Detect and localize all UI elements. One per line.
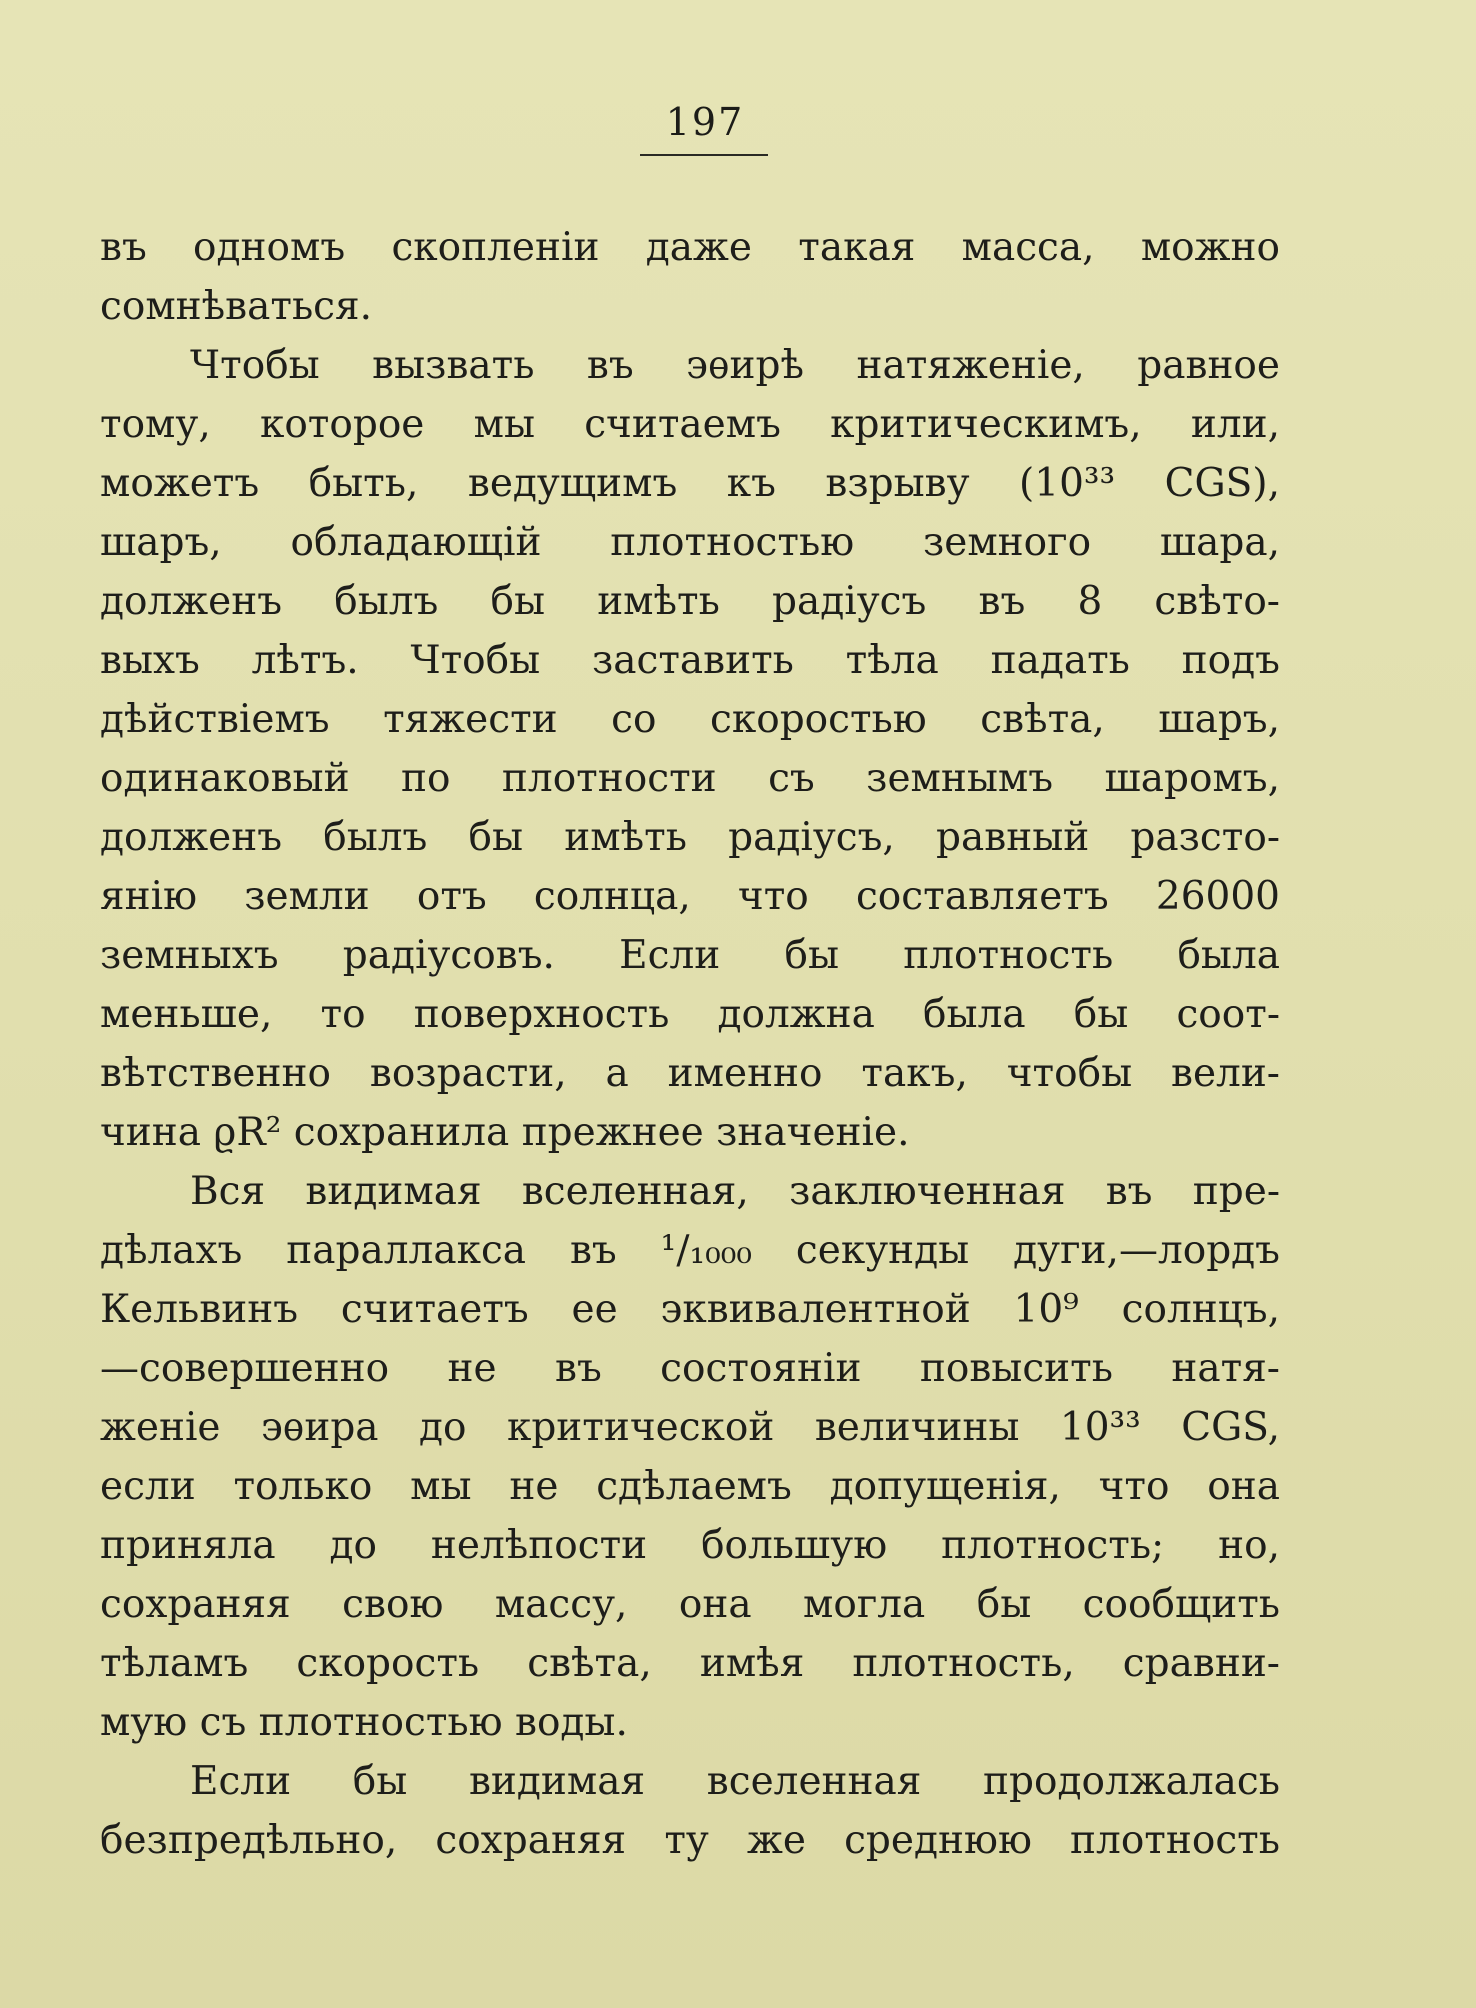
text-line: дѣйствіемъ тяжести со скоростью свѣта, шаръ, xyxy=(100,697,1280,742)
text-line: можетъ быть, ведущимъ къ взрыву (10³³ CGS), xyxy=(100,461,1280,506)
text-line: выхъ лѣтъ. Чтобы заставить тѣла падать подъ xyxy=(100,638,1280,683)
text-line: если только мы не сдѣлаемъ допущенія, что она xyxy=(100,1464,1280,1509)
text-line: —совершенно не въ состояніи повысить натя- xyxy=(100,1346,1280,1391)
text-line: Если бы видимая вселенная продолжалась xyxy=(190,1759,1280,1804)
text-line: сомнѣваться. xyxy=(100,284,373,329)
text-line: одинаковый по плотности съ земнымъ шаромъ, xyxy=(100,756,1280,801)
text-line: Вся видимая вселенная, заключенная въ пре- xyxy=(190,1169,1280,1214)
text-line: сохраняя свою массу, она могла бы сообщить xyxy=(100,1582,1280,1627)
text-line: въ одномъ скопленіи даже такая масса, можно xyxy=(100,225,1280,270)
text-line: тому, которое мы считаемъ критическимъ, или, xyxy=(100,402,1280,447)
body-text xyxy=(100,218,1280,1870)
text-line: долженъ былъ бы имѣть радіусъ, равный разсто- xyxy=(100,815,1280,860)
text-line: Чтобы вызвать въ эѳирѣ натяженіе, равное xyxy=(190,343,1280,388)
text-line: мую съ плотностью воды. xyxy=(100,1700,628,1745)
text-line: земныхъ радіусовъ. Если бы плотность была xyxy=(100,933,1280,978)
text-line: меньше, то поверхность должна была бы соот- xyxy=(100,992,1280,1037)
text-line: вѣтственно возрасти, а именно такъ, чтобы вели- xyxy=(100,1051,1280,1096)
text-line: шаръ, обладающій плотностью земного шара, xyxy=(100,520,1280,565)
text-line: приняла до нелѣпости большую плотность; но, xyxy=(100,1523,1280,1568)
text-line: долженъ былъ бы имѣть радіусъ въ 8 свѣто- xyxy=(100,579,1280,624)
text-line: дѣлахъ параллакса въ ¹/₁₀₀₀ секунды дуги,—лордъ xyxy=(100,1228,1280,1273)
page-number-rule xyxy=(640,154,768,156)
text-line: Кельвинъ считаетъ ее эквивалентной 10⁹ солнцъ, xyxy=(100,1287,1280,1332)
text-line: женіе эѳира до критической величины 10³³ CGS, xyxy=(100,1405,1280,1450)
text-line: тѣламъ скорость свѣта, имѣя плотность, сравни- xyxy=(100,1641,1280,1686)
page-number: 197 xyxy=(665,100,745,144)
text-line: безпредѣльно, сохраняя ту же среднюю плотность xyxy=(100,1818,1280,1863)
text-line: янію земли отъ солнца, что составляетъ 26000 xyxy=(100,874,1280,919)
text-line: чина ϱR² сохранила прежнее значеніе. xyxy=(100,1110,910,1155)
